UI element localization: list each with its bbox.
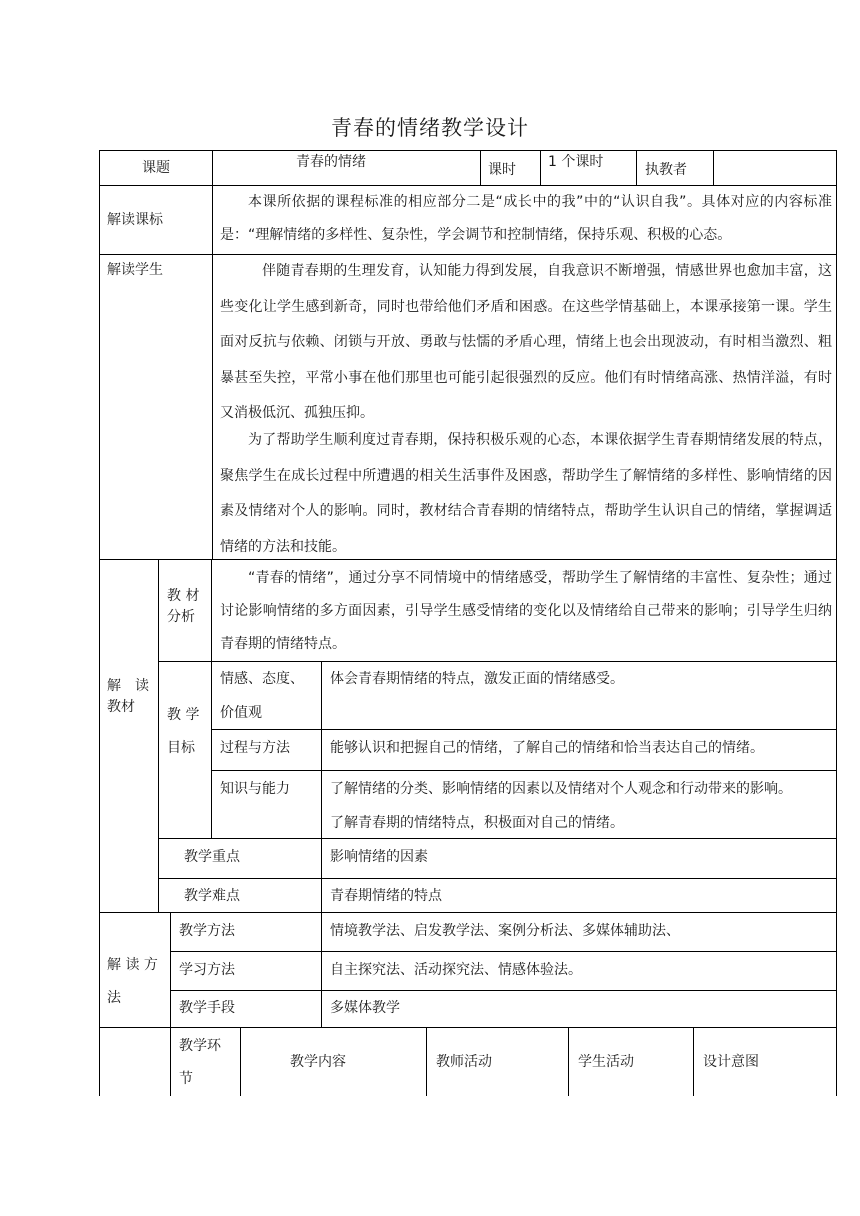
standard-label: 解读课标 (107, 212, 163, 228)
difficulty-text: 青春期情绪的特点 (330, 888, 442, 904)
row-divider (158, 661, 837, 662)
standard-text: 本课所依据的课程标准的相应部分二是“成长中的我”中的“认识自我”。具体对应的内容标准是：“理解情绪的多样性、复杂性，学会调节和控制情绪，保持乐观、积极的心态。 (220, 194, 832, 243)
goal-process-label: 过程与方法 (220, 740, 290, 756)
col-divider (321, 661, 322, 912)
methods-label-line1: 解 读 方 (107, 957, 158, 973)
key-point-text: 影响情绪的因素 (330, 849, 428, 865)
col-divider (568, 1027, 569, 1096)
teaching-means-label: 教学手段 (179, 1000, 235, 1016)
period-label: 课时 (488, 162, 516, 178)
row-divider (170, 951, 837, 952)
analysis-label-line2: 分析 (167, 609, 195, 625)
key-point-label: 教学重点 (184, 849, 240, 865)
goal-attitude-label-line2: 价值观 (220, 705, 262, 721)
table-border-right (836, 150, 837, 1096)
goal-knowledge-text-line2: 了解青春期的情绪特点，积极面对自己的情绪。 (330, 815, 624, 831)
col-divider (636, 150, 637, 185)
col-divider (480, 150, 481, 185)
learning-method-label: 学习方法 (179, 962, 235, 978)
goal-attitude-text: 体会青春期情绪的特点，激发正面的情绪感受。 (330, 671, 624, 687)
design-intent-header: 设计意图 (703, 1054, 759, 1070)
content-header: 教学内容 (290, 1054, 346, 1070)
col-divider (158, 559, 159, 912)
col-divider (321, 912, 322, 1027)
col-divider (426, 1027, 427, 1096)
goals-label-line2: 目标 (167, 740, 195, 756)
student-activity-header: 学生活动 (578, 1054, 634, 1070)
goal-knowledge-label: 知识与能力 (220, 781, 290, 797)
students-paragraph-1: 伴随青春期的生理发育，认知能力得到发展，自我意识不断增强，情感世界也愈加丰富，这些变化让学生感到新奇，同时也带给他们矛盾和困惑。在这些学情基础上，本课承接第一课。学生面对反抗与依赖、闭锁与开放、勇敢与怯懦的矛盾心理，情绪上也会出现波动，有时相当激烈、粗暴甚至失控，平常小事在他们那里也可能引起很强烈的反应。他们有时情绪高涨、热情洋溢，有时又消极低沉、孤独压抑。 (220, 263, 832, 421)
period-value: 1 个课时 (548, 154, 604, 170)
teaching-method-label: 教学方法 (179, 923, 235, 939)
col-divider (170, 912, 171, 1096)
row-divider (211, 729, 837, 730)
analysis-label-line1: 教 材 (167, 588, 200, 604)
table-border-left (99, 150, 100, 1096)
col-divider (713, 150, 714, 185)
row-divider (99, 1027, 837, 1028)
col-divider (240, 1027, 241, 1096)
teacher-label: 执教者 (645, 162, 687, 178)
learning-method-text: 自主探究法、活动探究法、情感体验法。 (330, 962, 582, 978)
row-divider (158, 878, 837, 879)
row-divider (99, 150, 837, 151)
topic-label: 课题 (142, 160, 170, 176)
col-divider (212, 185, 213, 559)
analysis-text: “青春的情绪”，通过分享不同情境中的情绪感受，帮助学生了解情绪的丰富性、复杂性；通过讨论影响情绪的多方面因素，引导学生感受情绪的变化以及情绪给自己带来的影响；引导学生归纳青春期的情绪特点。 (220, 570, 832, 652)
difficulty-label: 教学难点 (184, 888, 240, 904)
goal-knowledge-text-line1: 了解情绪的分类、影响情绪的因素以及情绪对个人观念和行动带来的影响。 (330, 781, 792, 797)
page-title: 青春的情绪教学设计 (331, 116, 529, 140)
col-divider (540, 150, 541, 185)
row-divider (158, 838, 837, 839)
col-divider (212, 150, 213, 185)
row-divider (99, 912, 837, 913)
goals-label-line1: 教 学 (167, 707, 200, 723)
teacher-activity-header: 教师活动 (436, 1054, 492, 1070)
methods-label-line2: 法 (107, 990, 121, 1006)
textbook-label-line1: 解 读 (107, 678, 149, 694)
students-label: 解读学生 (107, 262, 163, 278)
row-divider (170, 990, 837, 991)
teaching-means-text: 多媒体教学 (330, 1000, 400, 1016)
students-paragraph-2: 为了帮助学生顺利度过青春期，保持积极乐观的心态，本课依据学生青春期情绪发展的特点，聚焦学生在成长过程中所遭遇的相关生活事件及困惑，帮助学生了解情绪的多样性、影响情绪的因素及情绪对个人的影响。同时，教材结合青春期的情绪特点，帮助学生认识自己的情绪，掌握调适情绪的方法和技能。 (220, 432, 832, 555)
topic-value: 青春的情绪 (296, 154, 366, 170)
teaching-method-text: 情境教学法、启发教学法、案例分析法、多媒体辅助法、 (330, 923, 680, 939)
textbook-label-line2: 教材 (107, 699, 135, 715)
row-divider (211, 770, 837, 771)
col-divider (211, 559, 212, 838)
goal-attitude-label-line1: 情感、态度、 (220, 671, 304, 687)
goal-process-text: 能够认识和把握自己的情绪，了解自己的情绪和恰当表达自己的情绪。 (330, 740, 764, 756)
col-divider (693, 1027, 694, 1096)
stage-header-line2: 节 (179, 1071, 193, 1087)
stage-header-line1: 教学环 (179, 1038, 221, 1054)
